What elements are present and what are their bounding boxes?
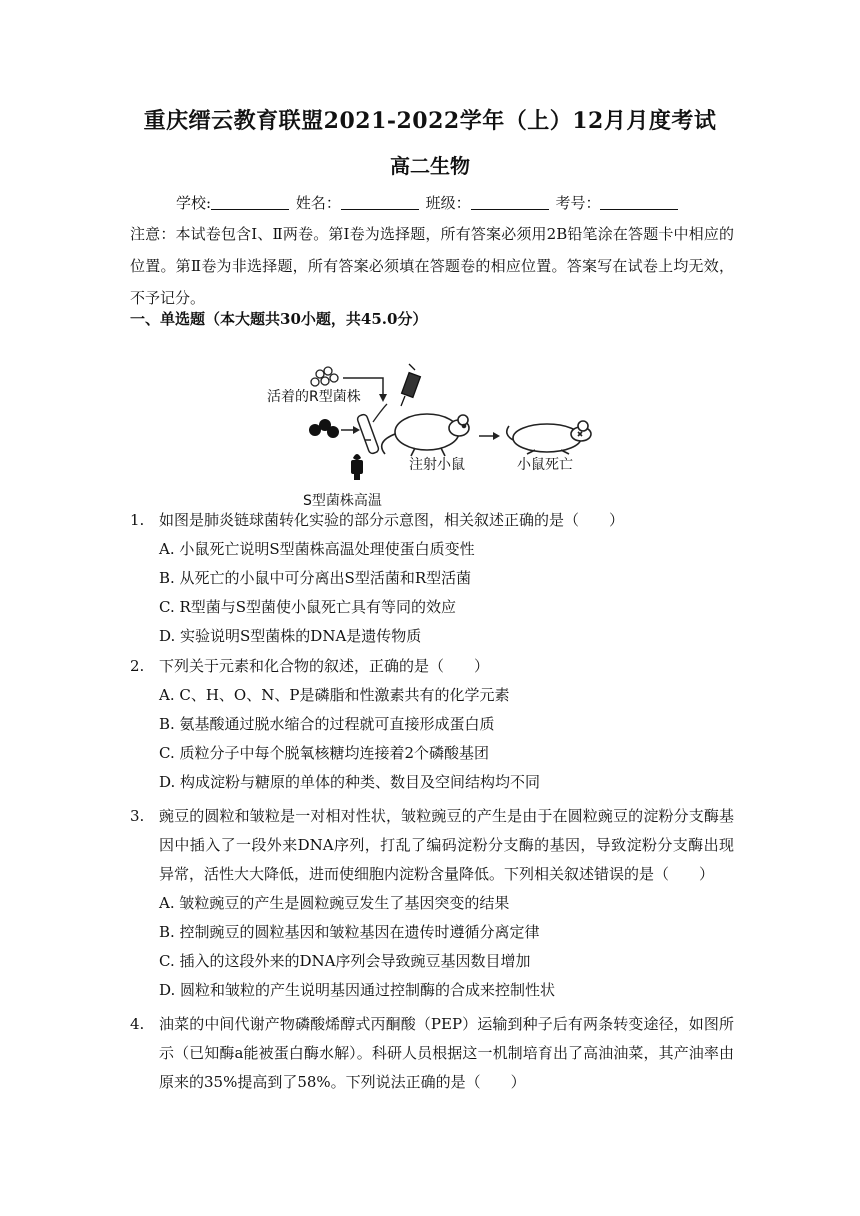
dead-mouse-icon: [507, 421, 591, 454]
section-heading: 一、单选题（本大题共30小题，共45.0分）: [130, 310, 428, 328]
injected-mouse-icon: [382, 414, 469, 456]
question-number: 4.: [130, 1015, 145, 1033]
class-blank: [471, 195, 549, 210]
name-blank: [341, 195, 419, 210]
question-number: 2.: [130, 657, 145, 675]
s-strain-colonies-icon: [309, 419, 339, 438]
label-r-strain: 活着的R型菌株: [267, 389, 361, 405]
exam-notice: 注意：本试卷包含Ⅰ、Ⅱ两卷。第Ⅰ卷为选择题，所有答案必须用2B铅笔涂在答题卡中相应的位置。第Ⅱ卷为非选择题，所有答案必须填在答题卷的相应位置。答案写在试卷上均无效，不予记分。: [130, 225, 734, 307]
option-d: D. 构成淀粉与糖原的单体的种类、数目及空间结构均不同: [159, 773, 541, 791]
question-stem: 下列关于元素和化合物的叙述，正确的是（ ）: [159, 657, 490, 675]
transformation-figure: [265, 362, 605, 512]
burner-icon: [351, 454, 363, 480]
option-b: B. 从死亡的小鼠中可分离出S型活菌和R型活菌: [159, 569, 472, 587]
question-stem: 油菜的中间代谢产物磷酸烯醇式丙酮酸（PEP）运输到种子后有两条转变途径，如图所示（已知酶a能被蛋白酶水解）。科研人员根据这一机制培育出了高油油菜，其产油率由原来的35%提高到了58%。下列说法正确的是（ ）: [159, 1015, 734, 1091]
label-mouse-dead: 小鼠死亡: [517, 457, 573, 473]
option-c: C. R型菌与S型菌使小鼠死亡具有等同的效应: [159, 598, 457, 616]
question-1: [130, 506, 734, 651]
question-3: [130, 802, 734, 1005]
question-number: 1.: [130, 511, 145, 529]
r-strain-colonies-icon: [311, 367, 338, 386]
exam-no-label: 考号：: [555, 194, 601, 212]
student-info-line: [176, 192, 680, 213]
option-a: A. C、H、O、N、P是磷脂和性激素共有的化学元素: [159, 686, 510, 704]
label-inject-mouse: 注射小鼠: [409, 457, 465, 473]
option-d: D. 实验说明S型菌株的DNA是遗传物质: [159, 627, 422, 645]
question-stem: 如图是肺炎链球菌转化实验的部分示意图，相关叙述正确的是（ ）: [159, 511, 625, 529]
exam-subtitle: 高二生物: [390, 154, 470, 178]
option-d: D. 圆粒和皱粒的产生说明基因通过控制酶的合成来控制性状: [159, 981, 556, 999]
test-tube-icon: [356, 413, 379, 454]
question-stem: 豌豆的圆粒和皱粒是一对相对性状，皱粒豌豆的产生是由于在圆粒豌豆的淀粉分支酶基因中插入了一段外来DNA序列，打乱了编码淀粉分支酶的基因，导致淀粉分支酶出现异常，活性大大降低，进而使细胞内淀粉含量降低。下列相关叙述错误的是（ ）: [159, 807, 734, 883]
school-label: 学校:: [176, 194, 212, 212]
question-2: [130, 652, 734, 797]
option-a: A. 皱粒豌豆的产生是圆粒豌豆发生了基因突变的结果: [159, 894, 510, 912]
question-number: 3.: [130, 807, 145, 825]
class-label: 班级：: [425, 194, 471, 212]
option-c: C. 质粒分子中每个脱氧核糖均连接着2个磷酸基团: [159, 744, 490, 762]
tube-to-syringe-arrow: [373, 404, 387, 422]
name-label: 姓名：: [295, 194, 341, 212]
option-a: A. 小鼠死亡说明S型菌株高温处理使蛋白质变性: [159, 540, 475, 558]
syringe-icon: [401, 364, 420, 406]
exam-no-blank: [600, 195, 678, 210]
option-b: B. 氨基酸通过脱水缩合的过程就可直接形成蛋白质: [159, 715, 495, 733]
option-c: C. 插入的这段外来的DNA序列会导致豌豆基因数目增加: [159, 952, 531, 970]
label-s-strain-heat: S型菌株高温: [303, 493, 382, 509]
option-b: B. 控制豌豆的圆粒基因和皱粒基因在遗传时遵循分离定律: [159, 923, 540, 941]
exam-title: 重庆缙云教育联盟2021-2022学年（上）12月月度考试: [143, 108, 717, 134]
question-4: [130, 1010, 734, 1097]
school-blank: [211, 195, 289, 210]
